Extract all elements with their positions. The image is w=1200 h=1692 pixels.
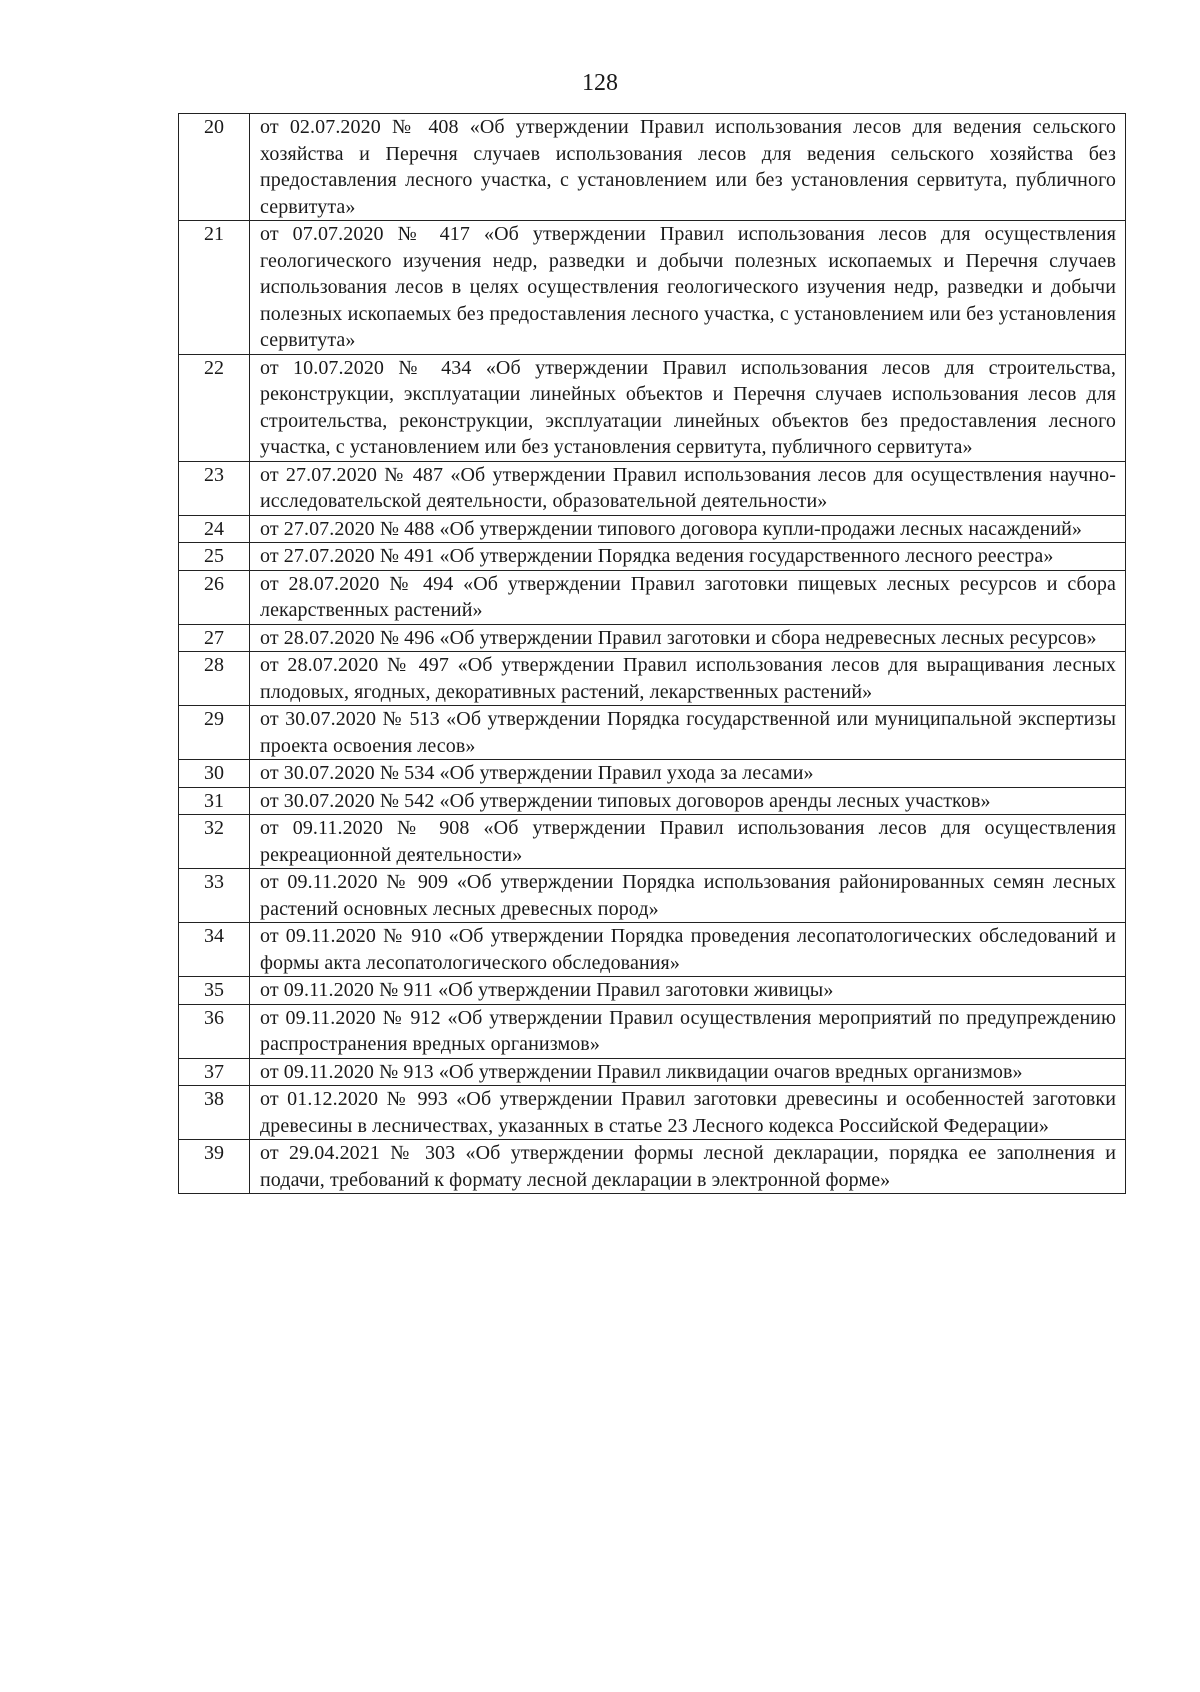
row-number: 32: [179, 815, 250, 869]
table-row: [179, 787, 1126, 815]
row-text: от 29.04.2021 № 303 «Об утверждении формы лесной декларации, порядка ее заполнения и подачи, требований к формату лесной декларации в электронной форме»: [250, 1140, 1126, 1194]
row-number: 20: [179, 114, 250, 221]
row-text: от 27.07.2020 № 491 «Об утверждении Порядка ведения государственного лесного реестра»: [250, 543, 1126, 571]
row-text: от 09.11.2020 № 909 «Об утверждении Порядка использования районированных семян лесных растений основных лесных древесных пород»: [250, 869, 1126, 923]
table-row: [179, 1058, 1126, 1086]
row-text: от 27.07.2020 № 488 «Об утверждении типового договора купли-продажи лесных насаждений»: [250, 515, 1126, 543]
page-number: 128: [582, 70, 618, 96]
row-number: 29: [179, 706, 250, 760]
table-row: [179, 543, 1126, 571]
row-number: 38: [179, 1086, 250, 1140]
row-text: от 27.07.2020 № 487 «Об утверждении Правил использования лесов для осуществления научно-исследовательской деятельности, образовательной деятельности»: [250, 461, 1126, 515]
row-number: 36: [179, 1004, 250, 1058]
table-row: [179, 1086, 1126, 1140]
table-row: [179, 977, 1126, 1005]
row-text: от 09.11.2020 № 908 «Об утверждении Правил использования лесов для осуществления рекреационной деятельности»: [250, 815, 1126, 869]
table-row: [179, 869, 1126, 923]
row-number: 23: [179, 461, 250, 515]
row-number: 37: [179, 1058, 250, 1086]
regulations-table: [178, 113, 1126, 1194]
table-row: [179, 114, 1126, 221]
row-text: от 28.07.2020 № 496 «Об утверждении Правил заготовки и сбора недревесных лесных ресурсов»: [250, 624, 1126, 652]
table-row: [179, 652, 1126, 706]
row-text: от 30.07.2020 № 534 «Об утверждении Правил ухода за лесами»: [250, 760, 1126, 788]
table-row: [179, 221, 1126, 355]
row-number: 27: [179, 624, 250, 652]
row-number: 35: [179, 977, 250, 1005]
table-row: [179, 570, 1126, 624]
table-row: [179, 1004, 1126, 1058]
table-row: [179, 706, 1126, 760]
row-number: 31: [179, 787, 250, 815]
table-row: [179, 624, 1126, 652]
row-number: 22: [179, 354, 250, 461]
table-row: [179, 923, 1126, 977]
row-text: от 07.07.2020 № 417 «Об утверждении Правил использования лесов для осуществления геологического изучения недр, разведки и добычи полезных ископаемых и Перечня случаев использования лесов в целях осуществления геологического изучения недр, разведки и добычи полезных ископаемых без предоставления лесного участка, с установлением или без установления сервитута»: [250, 221, 1126, 355]
table-row: [179, 815, 1126, 869]
row-number: 34: [179, 923, 250, 977]
table-row: [179, 461, 1126, 515]
table-row: [179, 1140, 1126, 1194]
row-number: 30: [179, 760, 250, 788]
row-text: от 09.11.2020 № 911 «Об утверждении Правил заготовки живицы»: [250, 977, 1126, 1005]
row-number: 24: [179, 515, 250, 543]
row-text: от 30.07.2020 № 513 «Об утверждении Порядка государственной или муниципальной экспертизы проекта освоения лесов»: [250, 706, 1126, 760]
row-text: от 02.07.2020 № 408 «Об утверждении Правил использования лесов для ведения сельского хозяйства и Перечня случаев использования лесов для ведения сельского хозяйства без предоставления лесного участка, с установлением или без установления сервитута, публичного сервитута»: [250, 114, 1126, 221]
row-text: от 09.11.2020 № 913 «Об утверждении Правил ликвидации очагов вредных организмов»: [250, 1058, 1126, 1086]
row-text: от 28.07.2020 № 497 «Об утверждении Правил использования лесов для выращивания лесных плодовых, ягодных, декоративных растений, лекарственных растений»: [250, 652, 1126, 706]
row-number: 33: [179, 869, 250, 923]
table-body: [179, 114, 1126, 1194]
row-text: от 09.11.2020 № 910 «Об утверждении Порядка проведения лесопатологических обследований и формы акта лесопатологического обследования»: [250, 923, 1126, 977]
row-text: от 30.07.2020 № 542 «Об утверждении типовых договоров аренды лесных участков»: [250, 787, 1126, 815]
table-row: [179, 515, 1126, 543]
row-text: от 28.07.2020 № 494 «Об утверждении Правил заготовки пищевых лесных ресурсов и сбора лекарственных растений»: [250, 570, 1126, 624]
row-number: 26: [179, 570, 250, 624]
row-number: 28: [179, 652, 250, 706]
row-text: от 10.07.2020 № 434 «Об утверждении Правил использования лесов для строительства, реконструкции, эксплуатации линейных объектов и Перечня случаев использования лесов для строительства, реконструкции, эксплуатации линейных объектов без предоставления лесного участка, с установлением или без установления сервитута, публичного сервитута»: [250, 354, 1126, 461]
row-text: от 09.11.2020 № 912 «Об утверждении Правил осуществления мероприятий по предупреждению распространения вредных организмов»: [250, 1004, 1126, 1058]
row-number: 39: [179, 1140, 250, 1194]
table-row: [179, 354, 1126, 461]
row-number: 21: [179, 221, 250, 355]
table-row: [179, 760, 1126, 788]
row-number: 25: [179, 543, 250, 571]
row-text: от 01.12.2020 № 993 «Об утверждении Правил заготовки древесины и особенностей заготовки древесины в лесничествах, указанных в статье 23 Лесного кодекса Российской Федерации»: [250, 1086, 1126, 1140]
